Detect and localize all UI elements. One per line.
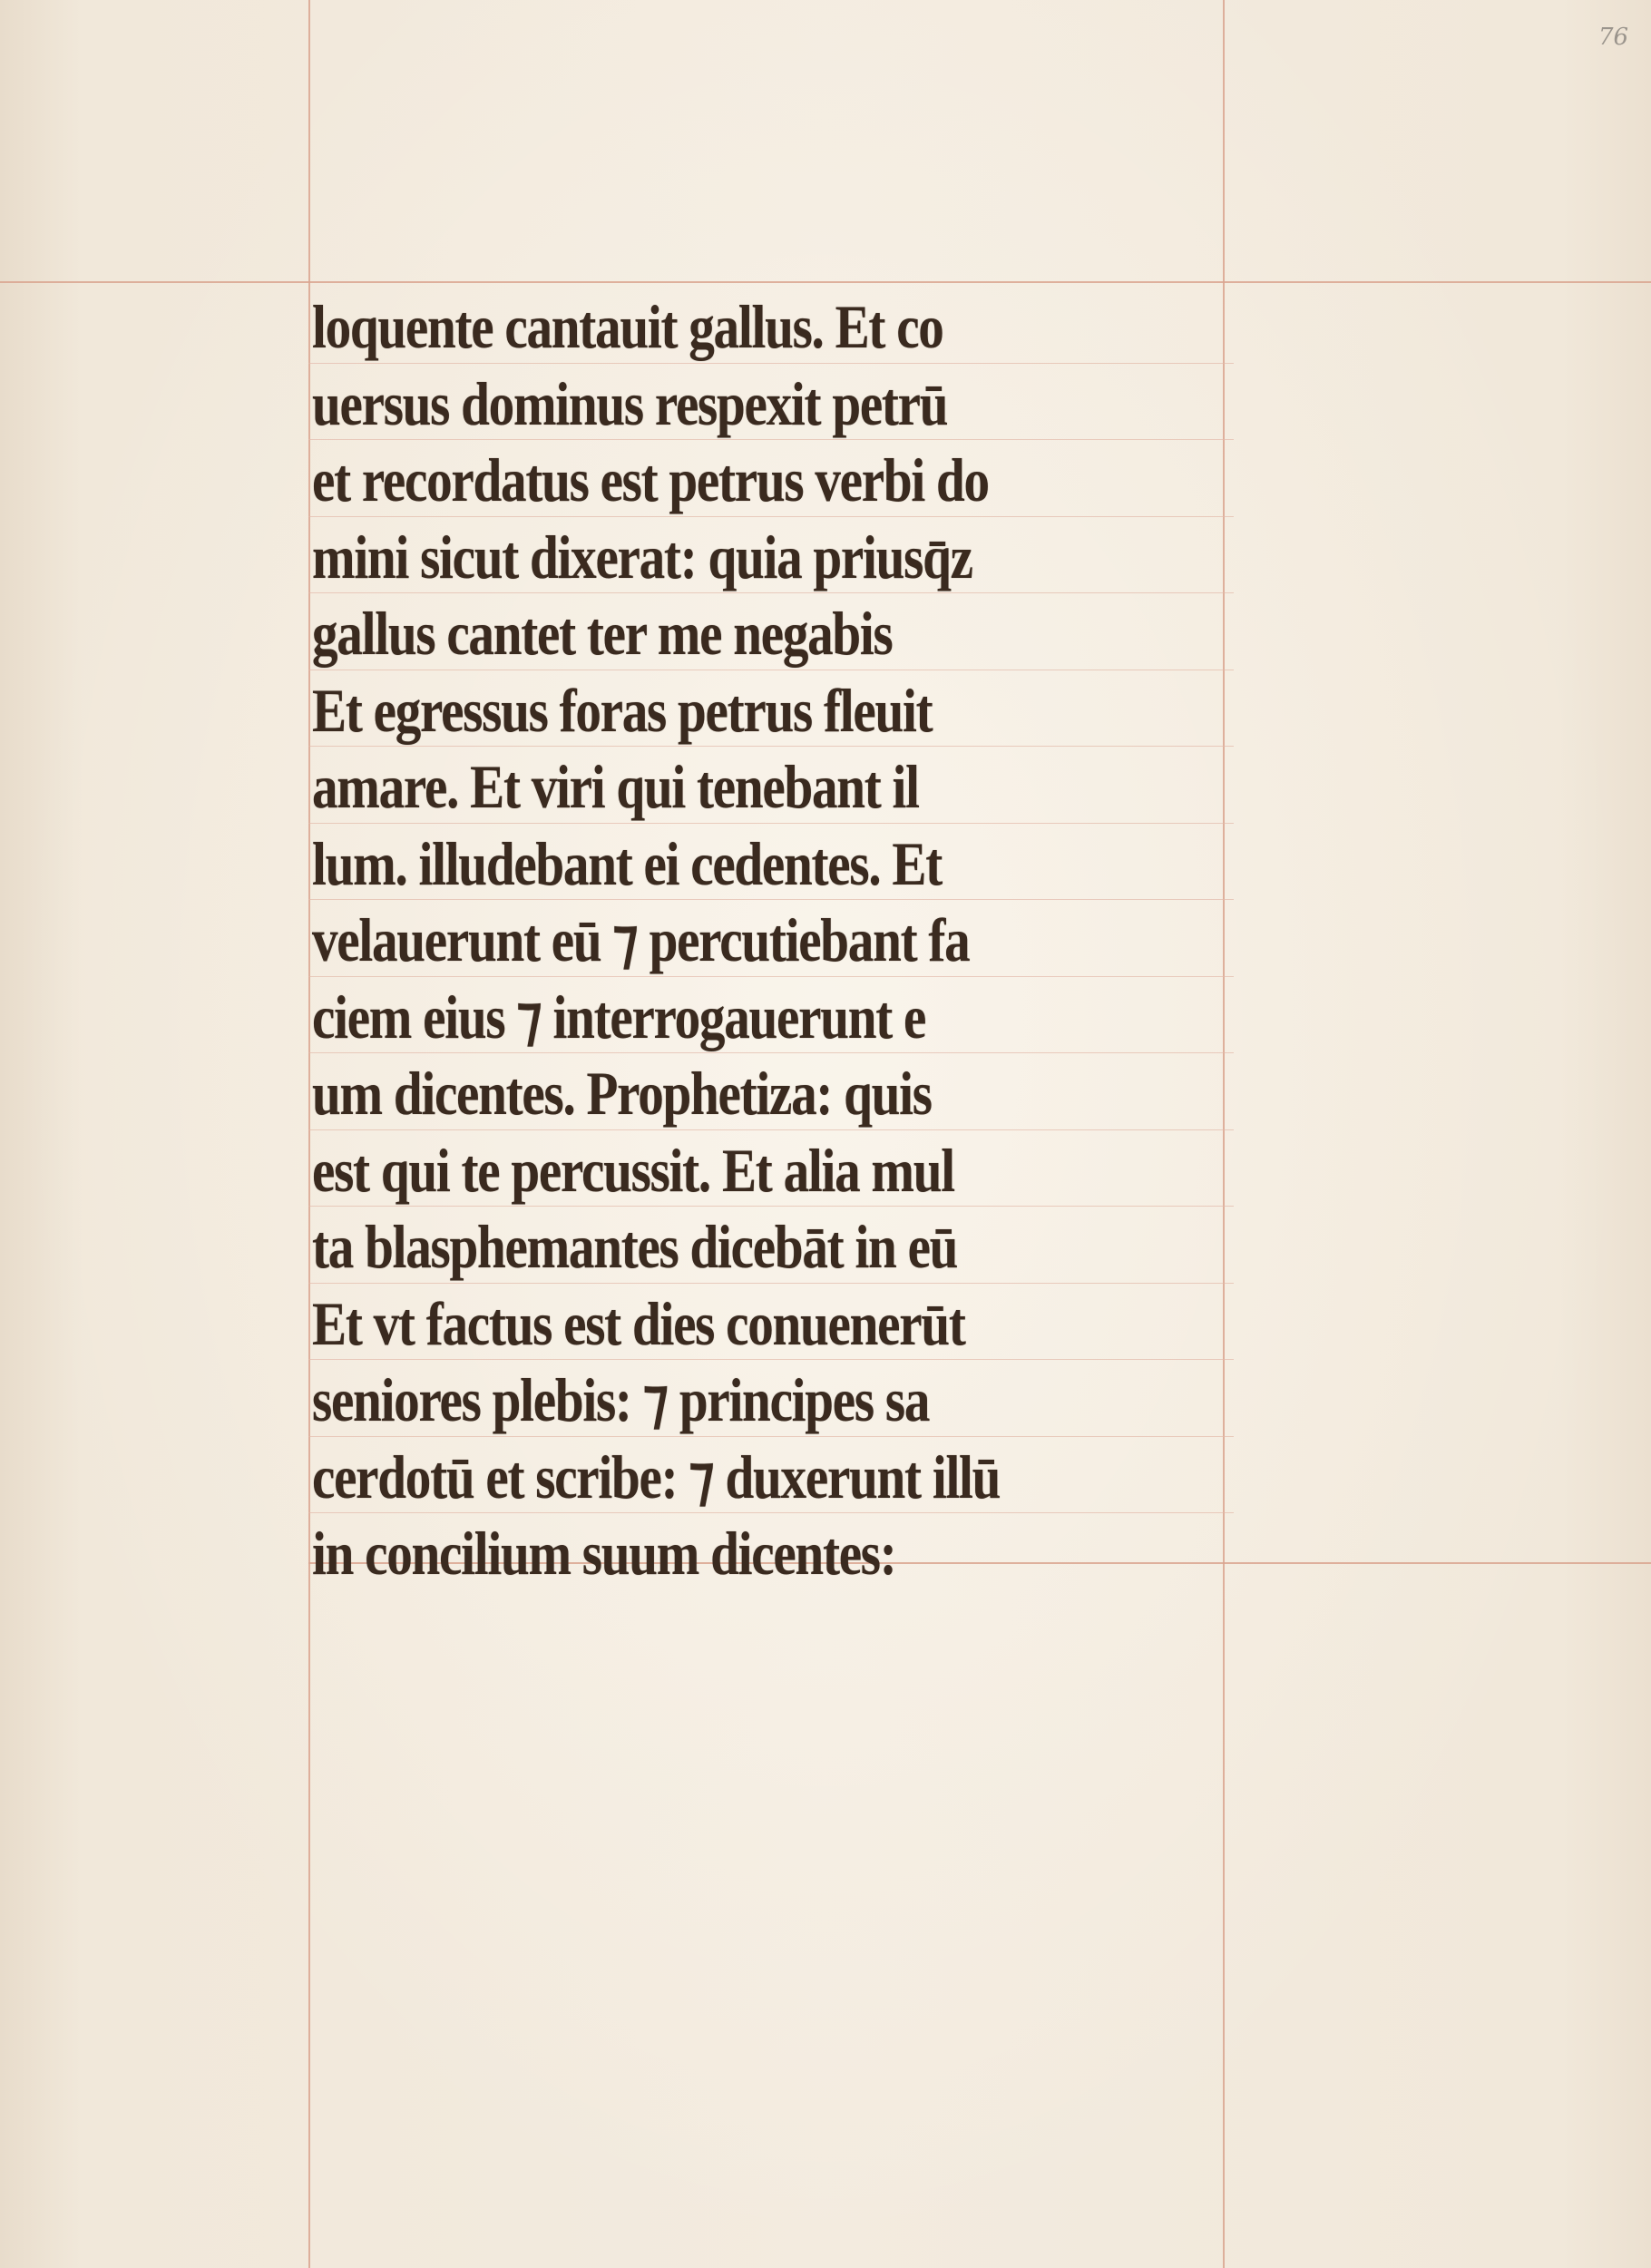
text-line: seniores plebis: ⁊ principes sa bbox=[312, 1365, 930, 1434]
text-line: et recordatus est petrus verbi do bbox=[312, 445, 989, 514]
text-line: loquente cantauit gallus. Et co bbox=[312, 292, 943, 361]
text-line: ciem eius ⁊ interrogauerunt e bbox=[312, 982, 926, 1051]
text-line: velauerunt eū ⁊ percutiebant fa bbox=[312, 905, 970, 974]
text-line: ta blasphemantes dicebāt in eū bbox=[312, 1212, 958, 1281]
text-line: Et vt factus est dies conuenerūt bbox=[312, 1288, 965, 1358]
text-line: cerdotū et scribe: ⁊ duxerunt illū bbox=[312, 1442, 1001, 1511]
text-line: Et egressus foras petrus fleuit bbox=[312, 675, 933, 745]
text-line: in concilium suum dicentes: bbox=[312, 1519, 896, 1588]
text-line: uersus dominus respexit petrū bbox=[312, 368, 948, 438]
text-line: mini sicut dixerat: quia priusq̄z bbox=[312, 522, 972, 591]
text-line: lum. illudebant ei cedentes. Et bbox=[312, 828, 942, 898]
text-line: um dicentes. Prophetiza: quis bbox=[312, 1059, 932, 1128]
top-margin-rule bbox=[0, 281, 1651, 283]
text-block bbox=[312, 288, 1246, 1592]
left-margin-rule bbox=[308, 0, 310, 2268]
text-line: est qui te percussit. Et alia mul bbox=[312, 1135, 954, 1205]
text-line: gallus cantet ter me negabis bbox=[312, 599, 893, 668]
text-line: amare. Et viri qui tenebant il bbox=[312, 752, 919, 821]
folio-number: 76 bbox=[1598, 24, 1629, 51]
